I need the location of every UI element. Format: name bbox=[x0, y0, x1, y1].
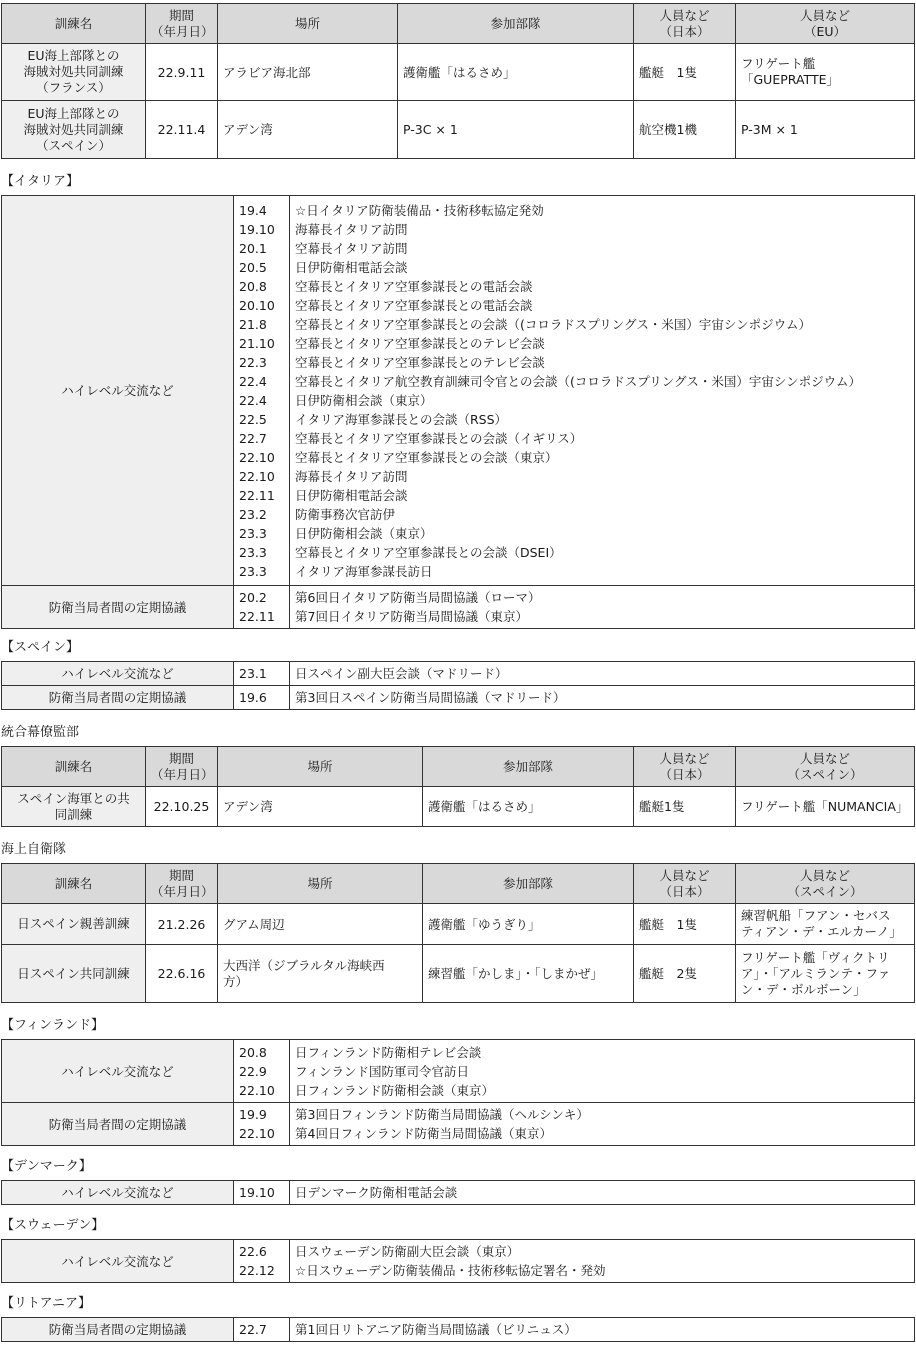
col-header-personnel-japan bbox=[634, 864, 736, 904]
table-row bbox=[2, 662, 915, 686]
event-text: 日スペイン副大臣会談（マドリード） bbox=[290, 662, 915, 686]
col-header-units: 参加部隊 bbox=[423, 864, 634, 904]
period-header-text: 期間 （年月日） bbox=[151, 7, 214, 39]
spain-table bbox=[1, 661, 915, 710]
col-header-place: 場所 bbox=[218, 4, 398, 44]
row-label-high-level: ハイレベル交流など bbox=[2, 1181, 234, 1205]
date-list bbox=[234, 196, 290, 586]
exercise-name-text: EU海上部隊との 海賊対処共同訓練 （フランス） bbox=[23, 48, 124, 95]
col-header-place: 場所 bbox=[218, 864, 423, 904]
exercise-partner-personnel bbox=[736, 945, 915, 1003]
section-title-italy: 【イタリア】 bbox=[1, 174, 80, 189]
section-title-finland: 【フィンランド】 bbox=[1, 1018, 104, 1033]
row-label-high-level: ハイレベル交流など bbox=[2, 1040, 234, 1103]
table-row bbox=[2, 686, 915, 710]
col-header-period bbox=[146, 864, 218, 904]
event-list bbox=[290, 196, 915, 586]
exercise-place: アデン湾 bbox=[218, 787, 423, 827]
row-label-high-level: ハイレベル交流など bbox=[2, 196, 234, 586]
col-header-personnel-japan bbox=[634, 4, 736, 44]
event-text: 日デンマーク防衛相電話会談 bbox=[290, 1181, 915, 1205]
table-row bbox=[2, 196, 915, 586]
date-list-text: 20.2 22.11 bbox=[239, 590, 275, 624]
section-title-msdf: 海上自衛隊 bbox=[1, 842, 67, 857]
section-title-lithuania: 【リトアニア】 bbox=[1, 1296, 91, 1311]
event-text: 第1回日リトアニア防衛当局間協議（ビリニュス） bbox=[290, 1318, 915, 1342]
partner-personnel-text: フリゲート艦「ヴィクトリ ア」・「アルミランテ・ファ ン・デ・ボルボーン」 bbox=[741, 949, 891, 997]
exercise-date: 21.2.26 bbox=[146, 904, 218, 945]
table-row bbox=[2, 44, 915, 101]
event-list-text: ☆日イタリア防衛装備品・技術移転協定発効 海幕長イタリア訪問 空幕長イタリア訪問 日伊防衛相電話会談 空幕長とイタリア空軍参謀長との電話会談 空幕長とイタリア空軍参謀長との電話会談 空幕長とイタリア空軍参謀長との会談（(コロラドスプリングス・米国）宇宙シンポジウム） 空幕長とイタリア空軍参謀長とのテレビ会談 空幕長とイタリア空軍参謀長とのテレビ会談 空幕長とイタリア航空教育訓練司令官との会談（(コロラドスプリングス・米国）宇宙シンポジウム） 日伊防衛相会談（東京） イタリア海軍参謀長との会談（RSS） 空幕長とイタリア空軍参謀長との会談（イギリス） 空幕長とイタリア空軍参謀長との会談（東京） 海幕長イタリア訪問 日伊防衛相電話会談 防衛事務次官訪伊 日伊防衛相会談（東京） 空幕長とイタリア空軍参謀長との会談（DSEI） イタリア海軍参謀長訪日 bbox=[295, 202, 861, 579]
exercise-place: アラビア海北部 bbox=[218, 44, 398, 101]
event-date: 23.1 bbox=[234, 662, 290, 686]
col-header-name: 訓練名 bbox=[2, 747, 146, 787]
section-title-sweden: 【スウェーデン】 bbox=[1, 1218, 105, 1233]
event-list bbox=[290, 586, 915, 629]
col-header-place: 場所 bbox=[218, 747, 423, 787]
exercise-name-text: EU海上部隊との 海賊対処共同訓練 （スペイン） bbox=[23, 105, 124, 153]
exercise-partner-personnel: フリゲート艦「NUMANCIA」 bbox=[736, 787, 915, 827]
row-label-regular-consultation: 防衛当局者間の定期協議 bbox=[2, 686, 234, 710]
event-list-text: 日スウェーデン防衛副大臣会談（東京） ☆日スウェーデン防衛装備品・技術移転協定署名・発効 bbox=[295, 1244, 606, 1278]
col-header-personnel-spain bbox=[736, 747, 915, 787]
table-header-row bbox=[2, 4, 915, 44]
lithuania-table bbox=[1, 1317, 915, 1342]
exercise-name bbox=[2, 44, 146, 101]
exercise-date: 22.11.4 bbox=[146, 101, 218, 159]
finland-table bbox=[1, 1039, 915, 1146]
partner-personnel-text: フリゲート艦 「GUEPRATTE」 bbox=[741, 56, 839, 87]
table-row bbox=[2, 1181, 915, 1205]
section-title-denmark: 【デンマーク】 bbox=[1, 1159, 92, 1174]
col-header-name: 訓練名 bbox=[2, 864, 146, 904]
col-header-personnel-japan bbox=[634, 747, 736, 787]
event-list-text: 第3回日フィンランド防衛当局間協議（ヘルシンキ） 第4回日フィンランド防衛当局間協議（東京） bbox=[295, 1107, 589, 1141]
date-list-text: 19.4 19.10 20.1 20.5 20.8 20.10 21.8 21.10 22.3 22.4 22.4 22.5 22.7 22.10 22.10 22.11 23.2 23.3 23.3 23.3 bbox=[239, 202, 275, 579]
exercise-date: 22.9.11 bbox=[146, 44, 218, 101]
exercise-name: 日スペイン親善訓練 bbox=[2, 904, 146, 945]
event-list bbox=[290, 1040, 915, 1103]
period-header-text: 期間 （年月日） bbox=[151, 750, 214, 782]
exercise-partner-personnel bbox=[736, 904, 915, 945]
event-list-text: 第6回日イタリア防衛当局間協議（ローマ） 第7回日イタリア防衛当局間協議（東京） bbox=[295, 590, 541, 624]
row-label-regular-consultation: 防衛当局者間の定期協議 bbox=[2, 586, 234, 629]
exercise-place bbox=[218, 945, 423, 1003]
col-header-personnel-spain bbox=[736, 864, 915, 904]
date-list-text: 19.9 22.10 bbox=[239, 1107, 275, 1141]
col-header-name: 訓練名 bbox=[2, 4, 146, 44]
exercise-units: 護衛艦「はるさめ」 bbox=[423, 787, 634, 827]
table-row bbox=[2, 1103, 915, 1146]
joint-staff-exercise-table bbox=[1, 746, 915, 827]
date-list bbox=[234, 586, 290, 629]
partner-personnel-text: 練習帆船「フアン・セバス ティアン・デ・エルカーノ」 bbox=[741, 908, 902, 939]
personnel-spain-header-text: 人員など （スペイン） bbox=[787, 867, 863, 899]
exercise-japan-personnel: 艦艇 2隻 bbox=[634, 945, 736, 1003]
eu-exercise-table bbox=[1, 3, 915, 159]
denmark-table bbox=[1, 1180, 915, 1205]
exercise-name-text: スペイン海軍との共 同訓練 bbox=[17, 790, 130, 822]
exercise-place: アデン湾 bbox=[218, 101, 398, 159]
event-list bbox=[290, 1103, 915, 1146]
table-row bbox=[2, 787, 915, 827]
event-list bbox=[290, 1240, 915, 1283]
personnel-spain-header-text: 人員など （スペイン） bbox=[787, 750, 863, 782]
event-date: 19.10 bbox=[234, 1181, 290, 1205]
row-label-regular-consultation: 防衛当局者間の定期協議 bbox=[2, 1318, 234, 1342]
table-row bbox=[2, 586, 915, 629]
date-list bbox=[234, 1240, 290, 1283]
row-label-regular-consultation: 防衛当局者間の定期協議 bbox=[2, 1103, 234, 1146]
exercise-partner-personnel: P-3M × 1 bbox=[736, 101, 915, 159]
exercise-units: 護衛艦「はるさめ」 bbox=[398, 44, 634, 101]
row-label-high-level: ハイレベル交流など bbox=[2, 1240, 234, 1283]
date-list-text: 22.6 22.12 bbox=[239, 1244, 275, 1278]
exercise-japan-personnel: 艦艇1隻 bbox=[634, 787, 736, 827]
exercise-partner-personnel bbox=[736, 44, 915, 101]
table-header-row bbox=[2, 747, 915, 787]
table-row bbox=[2, 1318, 915, 1342]
exercise-units: 練習艦「かしま」・「しまかぜ」 bbox=[423, 945, 634, 1003]
personnel-japan-header-text: 人員など （日本） bbox=[659, 7, 710, 39]
table-row bbox=[2, 1040, 915, 1103]
col-header-personnel-eu bbox=[736, 4, 915, 44]
event-list-text: 日フィンランド防衛相テレビ会談 フィンランド国防軍司令官訪日 日フィンランド防衛相会談（東京） bbox=[295, 1044, 495, 1098]
col-header-period bbox=[146, 4, 218, 44]
msdf-exercise-table bbox=[1, 863, 915, 1003]
date-list bbox=[234, 1103, 290, 1146]
section-title-joint-staff: 統合幕僚監部 bbox=[1, 725, 80, 740]
col-header-period bbox=[146, 747, 218, 787]
personnel-japan-header-text: 人員など （日本） bbox=[659, 750, 710, 782]
event-date: 19.6 bbox=[234, 686, 290, 710]
table-row bbox=[2, 1240, 915, 1283]
event-text: 第3回日スペイン防衛当局間協議（マドリード） bbox=[290, 686, 915, 710]
event-date: 22.7 bbox=[234, 1318, 290, 1342]
table-header-row bbox=[2, 864, 915, 904]
exercise-place-text: 大西洋（ジブラルタル海峡西 方） bbox=[223, 957, 385, 989]
period-header-text: 期間 （年月日） bbox=[151, 867, 214, 899]
exercise-japan-personnel: 航空機1機 bbox=[634, 101, 736, 159]
personnel-eu-header-text: 人員など （EU） bbox=[799, 7, 850, 39]
col-header-units: 参加部隊 bbox=[398, 4, 634, 44]
exercise-units: P-3C × 1 bbox=[398, 101, 634, 159]
exercise-units: 護衛艦「ゆうぎり」 bbox=[423, 904, 634, 945]
table-row bbox=[2, 101, 915, 159]
italy-table bbox=[1, 195, 915, 629]
date-list bbox=[234, 1040, 290, 1103]
section-title-spain: 【スペイン】 bbox=[1, 640, 80, 655]
exercise-date: 22.10.25 bbox=[146, 787, 218, 827]
col-header-units: 参加部隊 bbox=[423, 747, 634, 787]
exercise-place: グアム周辺 bbox=[218, 904, 423, 945]
exercise-date: 22.6.16 bbox=[146, 945, 218, 1003]
table-row bbox=[2, 945, 915, 1003]
exercise-japan-personnel: 艦艇 1隻 bbox=[634, 904, 736, 945]
row-label-high-level: ハイレベル交流など bbox=[2, 662, 234, 686]
table-row bbox=[2, 904, 915, 945]
personnel-japan-header-text: 人員など （日本） bbox=[659, 867, 710, 899]
exercise-name bbox=[2, 787, 146, 827]
exercise-name bbox=[2, 101, 146, 159]
exercise-name: 日スペイン共同訓練 bbox=[2, 945, 146, 1003]
date-list-text: 20.8 22.9 22.10 bbox=[239, 1044, 275, 1098]
exercise-japan-personnel: 艦艇 1隻 bbox=[634, 44, 736, 101]
sweden-table bbox=[1, 1239, 915, 1283]
